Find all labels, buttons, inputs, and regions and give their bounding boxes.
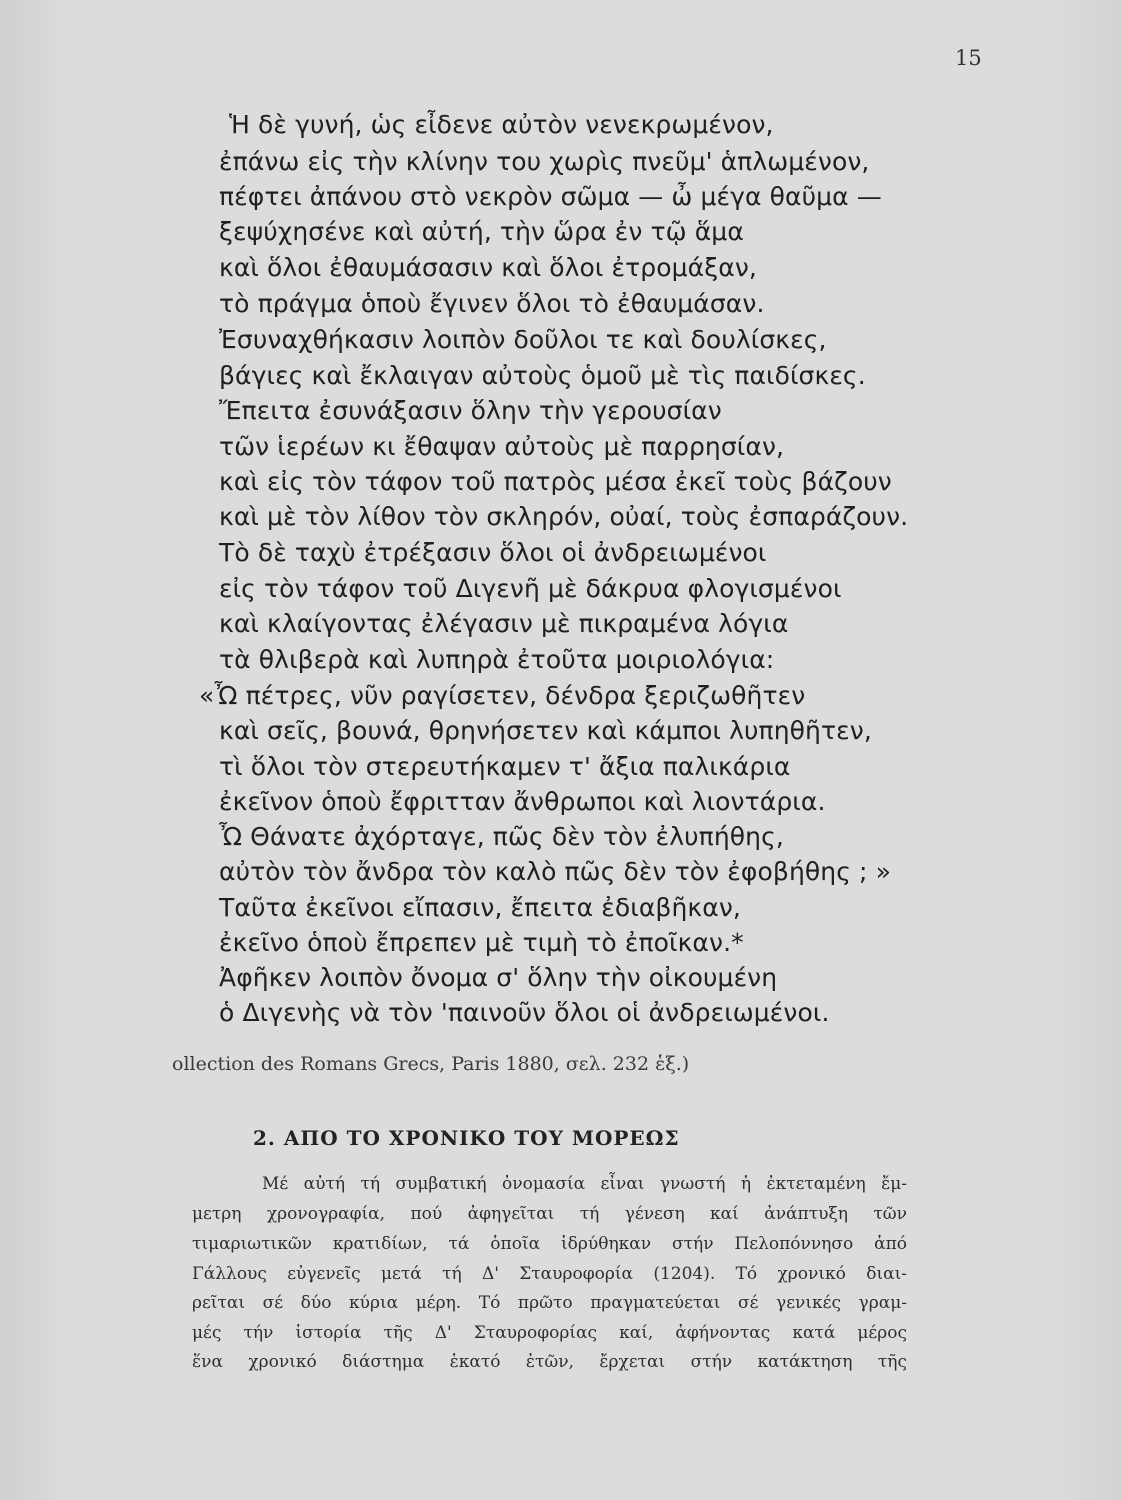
paragraph-line: ἕνα χρονικό διάστημα ἑκατό ἐτῶν, ἔρχεται στήν κατάκτηση τῆς xyxy=(192,1352,907,1372)
verse-line: τὸ πράγμα ὁποὺ ἔγινεν ὅλοι τὸ ἐθαυμάσαν. xyxy=(219,289,765,318)
paragraph-line: ρεῖται σέ δύο κύρια μέρη. Τό πρῶτο πραγματεύεται σέ γενικές γραμ- xyxy=(192,1293,907,1313)
verse-line: καὶ εἰς τὸν τάφον τοῦ πατρὸς μέσα ἐκεῖ τοὺς βάζουν xyxy=(219,467,892,496)
verse-line: εἰς τὸν τάφον τοῦ Διγενῆ μὲ δάκρυα φλογισμένοι xyxy=(219,574,842,603)
page-number: 15 xyxy=(955,46,982,70)
verse-line: καὶ μὲ τὸν λίθον τὸν σκληρόν, οὐαί, τοὺς ἐσπαράζουν. xyxy=(219,502,909,531)
verse-line: Ὦ Θάνατε ἀχόρταγε, πῶς δὲν τὸν ἐλυπήθης, xyxy=(219,822,784,851)
paragraph-line: μές τήν ἱστορία τῆς Δ' Σταυροφορίας καί, ἀφήνοντας κατά μέρος xyxy=(192,1323,907,1343)
verse-line: καὶ κλαίγοντας ἐλέγασιν μὲ πικραμένα λόγια xyxy=(219,609,789,638)
paragraph-line: μετρη χρονογραφία, πού ἀφηγεῖται τή γένεση καί ἀνάπτυξη τῶν xyxy=(192,1204,907,1224)
source-citation: ollection des Romans Grecs, Paris 1880, σελ. 232 ἑξ.) xyxy=(172,1053,690,1075)
paragraph-line: Γάλλους εὐγενεῖς μετά τή Δ' Σταυροφορία (1204). Τό χρονικό διαι- xyxy=(192,1264,907,1284)
verse-line: Ἀφῆκεν λοιπὸν ὄνομα σ' ὅλην τὴν οἰκουμένη xyxy=(219,963,778,992)
verse-line: Ἔπειτα ἐσυνάξασιν ὅλην τὴν γερουσίαν xyxy=(219,396,722,425)
verse-line: Ταῦτα ἐκεῖνοι εἴπασιν, ἔπειτα ἐδιαβῆκαν, xyxy=(219,893,741,922)
paragraph-line: τιμαριωτικῶν κρατιδίων, τά ὁποῖα ἱδρύθηκαν στήν Πελοπόννησο ἀπό xyxy=(192,1234,907,1254)
verse-line: καὶ σεῖς, βουνά, θρηνήσετεν καὶ κάμποι λυπηθῆτεν, xyxy=(219,716,872,745)
verse-line: τὶ ὅλοι τὸν στερευτήκαμεν τ' ἄξια παλικάρια xyxy=(219,752,791,781)
verse-line: ξεψύχησένε καὶ αὐτή, τὴν ὥρα ἐν τῷ ἅμα xyxy=(219,217,744,246)
verse-line: Ἐσυναχθήκασιν λοιπὸν δοῦλοι τε καὶ δουλίσκες, xyxy=(219,325,827,354)
section-heading: 2. ΑΠΟ ΤΟ ΧΡΟΝΙΚΟ ΤΟΥ ΜΟΡΕΩΣ xyxy=(253,1126,680,1150)
verse-line: Ἡ δὲ γυνή, ὡς εἶδενε αὐτὸν νενεκρωμένον, xyxy=(229,110,774,139)
verse-line: ἐκεῖνον ὁποὺ ἔφριτταν ἄνθρωποι καὶ λιοντάρια. xyxy=(219,787,826,816)
verse-line: πέφτει ἀπάνου στὸ νεκρὸν σῶμα — ὦ μέγα θαῦμα — xyxy=(219,182,882,211)
verse-line: βάγιες καὶ ἔκλαιγαν αὐτοὺς ὁμοῦ μὲ τὶς παιδίσκες. xyxy=(219,361,866,390)
verse-line: καὶ ὅλοι ἐθαυμάσασιν καὶ ὅλοι ἐτρομάξαν, xyxy=(219,253,757,282)
verse-line: τὰ θλιβερὰ καὶ λυπηρὰ ἐτοῦτα μοιριολόγια: xyxy=(219,645,775,674)
verse-line: ἐπάνω εἰς τὴν κλίνην του χωρὶς πνεῦμ' ἁπλωμένον, xyxy=(219,147,870,176)
verse-line: τῶν ἱερέων κι ἔθαψαν αὐτοὺς μὲ παρρησίαν, xyxy=(219,432,785,461)
verse-line: Τὸ δὲ ταχὺ ἐτρέξασιν ὅλοι οἱ ἀνδρειωμένοι xyxy=(219,538,767,567)
paragraph-line: Μέ αὐτή τή συμβατική ὀνομασία εἶναι γνωστή ἡ ἐκτεταμένη ἔμ- xyxy=(262,1174,907,1194)
verse-line: αὐτὸν τὸν ἄνδρα τὸν καλὸ πῶς δὲν τὸν ἐφοβήθης ; » xyxy=(219,857,892,886)
verse-line: ὁ Διγενὴς νὰ τὸν 'παινοῦν ὅλοι οἱ ἀνδρειωμένοι. xyxy=(219,998,830,1027)
verse-line: «Ὦ πέτρες, νῦν ραγίσετεν, δένδρα ξεριζωθῆτεν xyxy=(199,681,806,710)
verse-line: ἐκεῖνο ὁποὺ ἔπρεπεν μὲ τιμὴ τὸ ἐποῖκαν.* xyxy=(219,928,744,957)
